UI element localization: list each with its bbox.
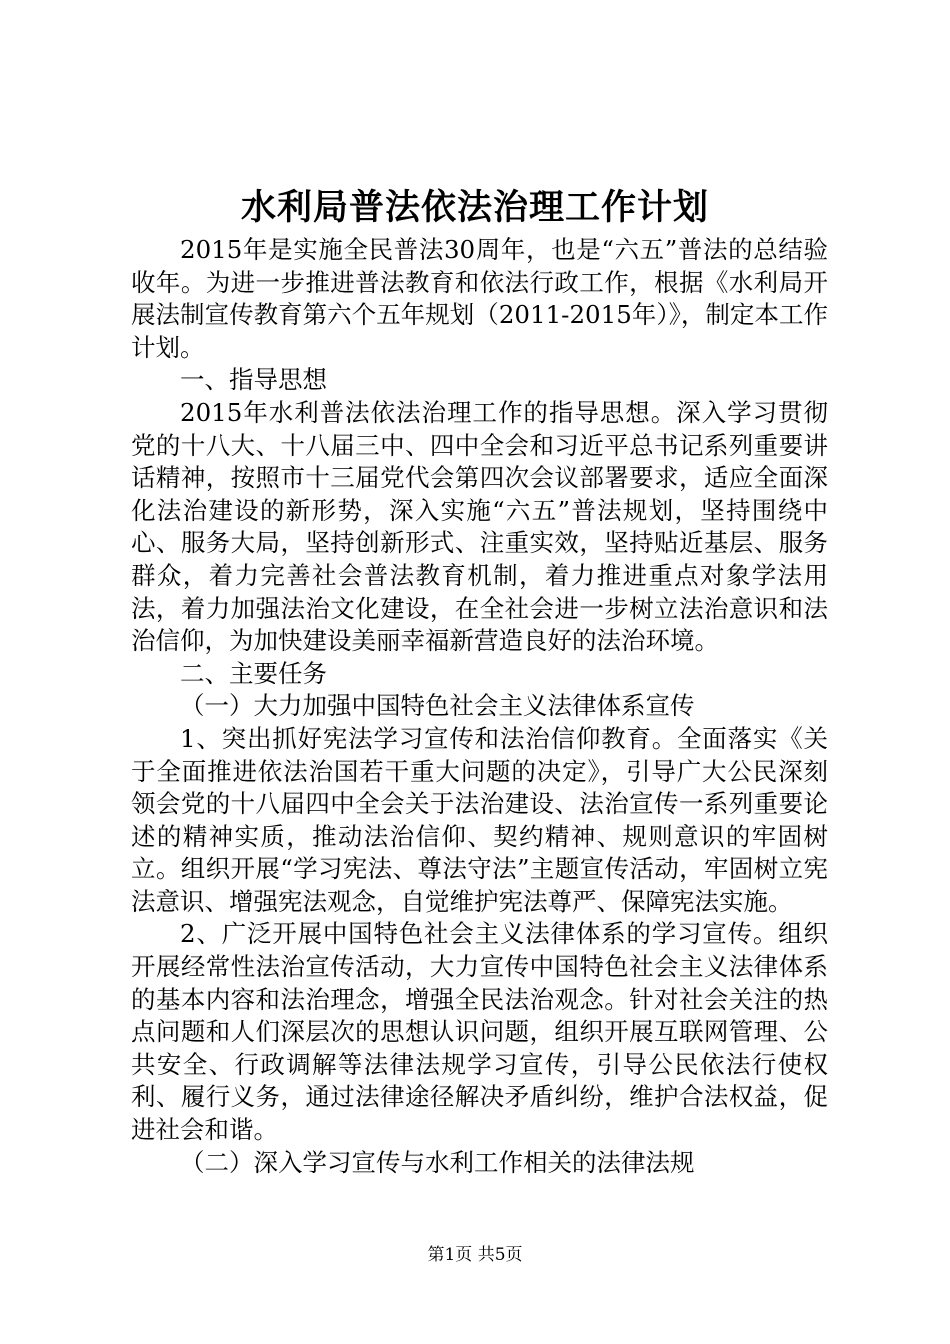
task-paragraph-1: 1、突出抓好宪法学习宣传和法治信仰教育。全面落实《关于全面推进依法治国若干重大问题的决定》，引导广大公民深刻领会党的十八届四中全会关于法治建设、法治宣传一系列重要论述的精神实质，推动法治信仰、契约精神、规则意识的牢固树立。组织开展“学习宪法、尊法守法”主题宣传活动，牢固树立宪法意识、增强宪法观念，自觉维护宪法尊严、保障宪法实施。 — [131, 723, 828, 916]
task-paragraph-2: 2、广泛开展中国特色社会主义法律体系的学习宣传。组织开展经常性法治宣传活动，大力宣传中国特色社会主义法律体系的基本内容和法治理念，增强全民法治观念。针对社会关注的热点问题和人们深层次的思想认识问题，组织开展互联网管理、公共安全、行政调解等法律法规学习宣传，引导公民依法行使权利、履行义务，通过法律途径解决矛盾纠纷，维护合法权益，促进社会和谐。 — [131, 919, 828, 1145]
intro-paragraph: 2015年是实施全民普法30周年，也是“六五”普法的总结验收年。为进一步推进普法教育和依法行政工作，根据《水利局开展法制宣传教育第六个五年规划（2011-2015年）》，制定本工作计划。 — [131, 235, 828, 362]
subsection-heading-2: （二）深入学习宣传与水利工作相关的法律法规 — [180, 1147, 695, 1177]
subsection-heading-1: （一）大力加强中国特色社会主义法律体系宣传 — [180, 691, 695, 721]
guiding-thought-paragraph: 2015年水利普法依法治理工作的指导思想。深入学习贯彻党的十八大、十八届三中、四中全会和习近平总书记系列重要讲话精神，按照市十三届党代会第四次会议部署要求，适应全面深化法治建设的新形势，深入实施“六五”普法规划，坚持围绕中心、服务大局，坚持创新形式、注重实效，坚持贴近基层、服务群众，着力完善社会普法教育机制，着力推进重点对象学法用法，着力加强法治文化建设，在全社会进一步树立法治意识和法治信仰，为加快建设美丽幸福新营造良好的法治环境。 — [131, 397, 828, 656]
document-body — [131, 234, 828, 1179]
section-heading-guiding-thought: 一、指导思想 — [180, 365, 327, 395]
page-footer: 第1页 共5页 — [427, 1245, 523, 1265]
section-heading-main-tasks: 二、主要任务 — [180, 658, 327, 688]
document-title: 水利局普法依法治理工作计划 — [240, 187, 709, 228]
